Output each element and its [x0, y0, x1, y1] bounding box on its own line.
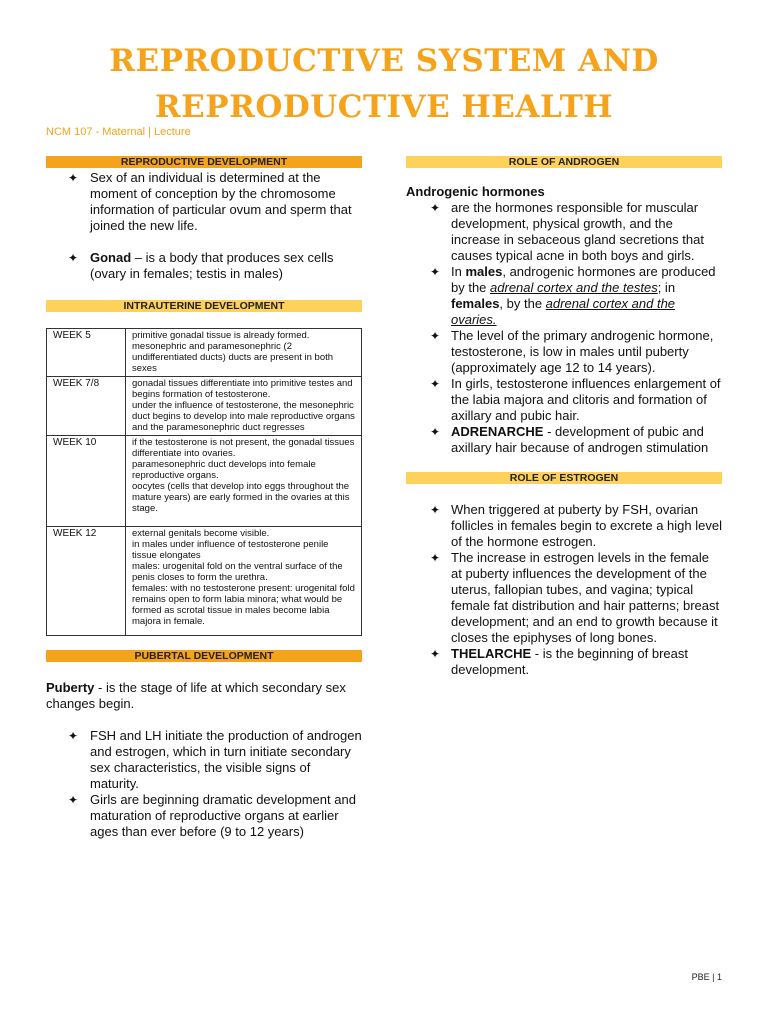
- section-heading-intrauterine: INTRAUTERINE DEVELOPMENT: [46, 300, 362, 312]
- bullet-star-icon: ✦: [68, 729, 79, 743]
- page-number: PBE | 1: [691, 972, 722, 982]
- list-item: ✦ When triggered at puberty by FSH, ovarian follicles in females begin to excrete a high level of the hormone estrogen.: [430, 502, 722, 549]
- section-heading-estrogen: ROLE OF ESTROGEN: [406, 472, 722, 484]
- right-column: [406, 156, 722, 678]
- document-title: [0, 38, 768, 130]
- bullet-star-icon: ✦: [430, 377, 441, 391]
- reproductive-development-list: [46, 170, 362, 282]
- section-heading-reproductive-development: REPRODUCTIVE DEVELOPMENT: [46, 156, 362, 168]
- title-line-2: REPRODUCTIVE HEALTH: [154, 89, 614, 125]
- section-heading-pubertal: PUBERTAL DEVELOPMENT: [46, 650, 362, 662]
- description-cell: primitive gonadal tissue is already formed. mesonephric and paramesonephric (2 undifferentiated ducts) ducts are present in both sexes: [126, 329, 362, 377]
- list-item: ✦ are the hormones responsible for muscular development, physical growth, and the increase in sebaceous gland secretions that causes typical acne in both boys and girls.: [430, 200, 704, 263]
- table-row: [47, 436, 362, 527]
- description-cell: if the testosterone is not present, the gonadal tissues differentiate into ovaries. paramesonephric duct develops into female reproductive organs. oocytes (cells that develop into eggs throughout the mature years) are early formed in the ovaries at this stage.: [126, 436, 362, 527]
- list-item: ✦ In males, androgenic hormones are produced by the adrenal cortex and the testes; in females, by the adrenal cortex and the ovaries.: [430, 264, 716, 327]
- puberty-definition: Puberty - is the stage of life at which secondary sex changes begin.: [46, 680, 346, 711]
- title-line-1: REPRODUCTIVE SYSTEM AND: [109, 43, 659, 79]
- androgen-subheading: Androgenic hormones: [406, 184, 545, 199]
- description-cell: external genitals become visible. in males under influence of testosterone penile tissue elongates males: urogenital fold on the ventral surface of the penis closes to form the urethra. females: with no testosterone present: urogenital fold remains open to form labia minora; what would be formed as scrotal tissue in males become labia majora in female.: [126, 527, 362, 636]
- bullet-star-icon: ✦: [430, 329, 441, 343]
- bullet-star-icon: ✦: [68, 171, 79, 185]
- week-cell: WEEK 12: [47, 527, 126, 636]
- section-heading-androgen: ROLE OF ANDROGEN: [406, 156, 722, 168]
- list-item: ✦ The level of the primary androgenic hormone, testosterone, is low in males until puberty (approximately age 12 to 14 years).: [430, 328, 714, 375]
- bullet-star-icon: ✦: [68, 251, 79, 265]
- list-item: ✦ FSH and LH initiate the production of androgen and estrogen, which in turn initiate secondary sex characteristics, the visible signs of maturity.: [68, 728, 362, 791]
- list-item: ✦ In girls, testosterone influences enlargement of the labia majora and clitoris and formation of axillary and pubic hair.: [430, 376, 721, 423]
- table-row: [47, 527, 362, 636]
- bullet-star-icon: ✦: [430, 503, 441, 517]
- week-cell: WEEK 10: [47, 436, 126, 527]
- bullet-star-icon: ✦: [430, 551, 441, 565]
- list-item: ✦ Gonad – is a body that produces sex cells (ovary in females; testis in males): [68, 250, 334, 281]
- week-cell: WEEK 7/8: [47, 377, 126, 436]
- table-row: [47, 377, 362, 436]
- list-item: ✦ ADRENARCHE - development of pubic and axillary hair because of androgen stimulation: [430, 424, 709, 455]
- androgen-list: [406, 200, 722, 456]
- list-item: ✦ THELARCHE - is the beginning of breast development.: [430, 646, 688, 677]
- bullet-star-icon: ✦: [430, 265, 441, 279]
- course-subtitle: NCM 107 - Maternal | Lecture: [46, 126, 191, 138]
- list-item: ✦ Sex of an individual is determined at the moment of conception by the chromosome information of particular ovum and sperm that joined the new life.: [68, 170, 352, 233]
- table-row: [47, 329, 362, 377]
- left-column: [46, 156, 362, 840]
- list-item: ✦ The increase in estrogen levels in the female at puberty influences the development of the uterus, fallopian tubes, and vagina; typical female fat distribution and hair patterns; breast development; and an end to growth because it closes the epiphyses of long bones.: [430, 550, 720, 645]
- bullet-star-icon: ✦: [430, 201, 441, 215]
- bullet-star-icon: ✦: [68, 793, 79, 807]
- week-cell: WEEK 5: [47, 329, 126, 377]
- description-cell: gonadal tissues differentiate into primitive testes and begins formation of testosterone. under the influence of testosterone, the mesonephric duct begins to develop into male reproductive organs and the paramesonephric duct regresses: [126, 377, 362, 436]
- intrauterine-table: [46, 328, 362, 636]
- estrogen-list: [406, 502, 722, 678]
- list-item: ✦ Girls are beginning dramatic development and maturation of reproductive organs at earlier ages than ever before (9 to 12 years): [68, 792, 356, 839]
- bullet-star-icon: ✦: [430, 647, 441, 661]
- pubertal-list: [46, 728, 362, 840]
- bullet-star-icon: ✦: [430, 425, 441, 439]
